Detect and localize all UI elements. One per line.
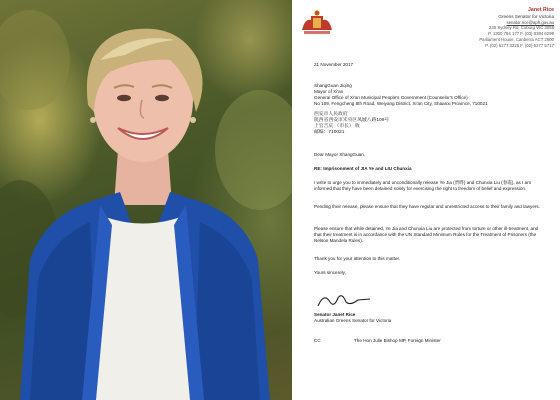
letter-date: 21 November 2017 (314, 62, 354, 67)
body-paragraph: Thank you for your attention to this matter. (314, 256, 401, 261)
sender-phone-2: P. (02) 6277 3225 F. (02) 6277 5717 (485, 42, 554, 48)
letter-document (292, 0, 560, 400)
sender-title: Greens Senator for Victoria (498, 13, 554, 19)
subject-line: RE: Imprisonment of JIA Ye and LIU Chunxia (314, 166, 412, 171)
signatory-title: Australian Greens Senator for Victoria (314, 318, 392, 323)
recipient-cn-line: 西安市人民政府 (314, 112, 348, 117)
recipient-line: No 109, Fengcheng 8th Road, Weiyang District, Xi'an City, Shaanxi Province, 710021 (314, 101, 488, 106)
signature-image (314, 290, 374, 310)
sender-email[interactable]: senator.rice@aph.gov.au (506, 19, 554, 25)
salutation: Dear Mayor ShangGuan, (314, 152, 366, 157)
coat-of-arms-icon (300, 10, 334, 36)
recipient-line: ShangGuan Jiqing (314, 83, 352, 88)
recipient-cn-line: 上官吉庆 （市长） 收 (314, 124, 360, 129)
recipient-line: Mayor of Xi'an (314, 89, 344, 94)
sender-header (479, 8, 554, 49)
signatory-name: Senator Janet Rice (314, 312, 356, 317)
body-paragraph: Please ensure that while detained, Ye Jia and Chunxia Liu are protected from torture or other ill-treatment, and that their treatment is in accordance with the UN Standard Minimum Rules for the Treatment of Prisoners (the Nelson Mandela Rules). (314, 226, 539, 244)
body-paragraph: I write to urge you to immediately and unconditionally release Ye Jia (贾晔) and Chunxia Liu (春霞), as I am informed that they have been detained solely for exercising the right to freedom of belief and expression. (314, 180, 532, 192)
cc-value: The Hon Julie Bishop MP, Foreign Minister (354, 338, 441, 343)
sender-phone-1: P. 1300 784 177 F. (03) 8384 6299 (488, 31, 554, 37)
sender-address-2: Parliament House, Canberra ACT 2600 (479, 36, 554, 42)
closing: Yours sincerely, (314, 270, 346, 275)
sender-address-1: 240 Sydney Rd, Coburg VIC 3058 (489, 25, 554, 31)
recipient-line: General Office of Xi'an Municipal People's Government (Counselor's Office) (314, 95, 468, 100)
recipient-cn-line: 邮编：710021 (314, 130, 345, 135)
recipient-cn-line: 陕西省西安市未央区凤城八路109号 (314, 118, 390, 123)
cc-label: CC (314, 338, 321, 343)
sender-name: Janet Rice (528, 7, 554, 13)
body-paragraph: Pending their release, please ensure that they have regular and unrestricted access to their family and lawyers. (314, 204, 540, 209)
